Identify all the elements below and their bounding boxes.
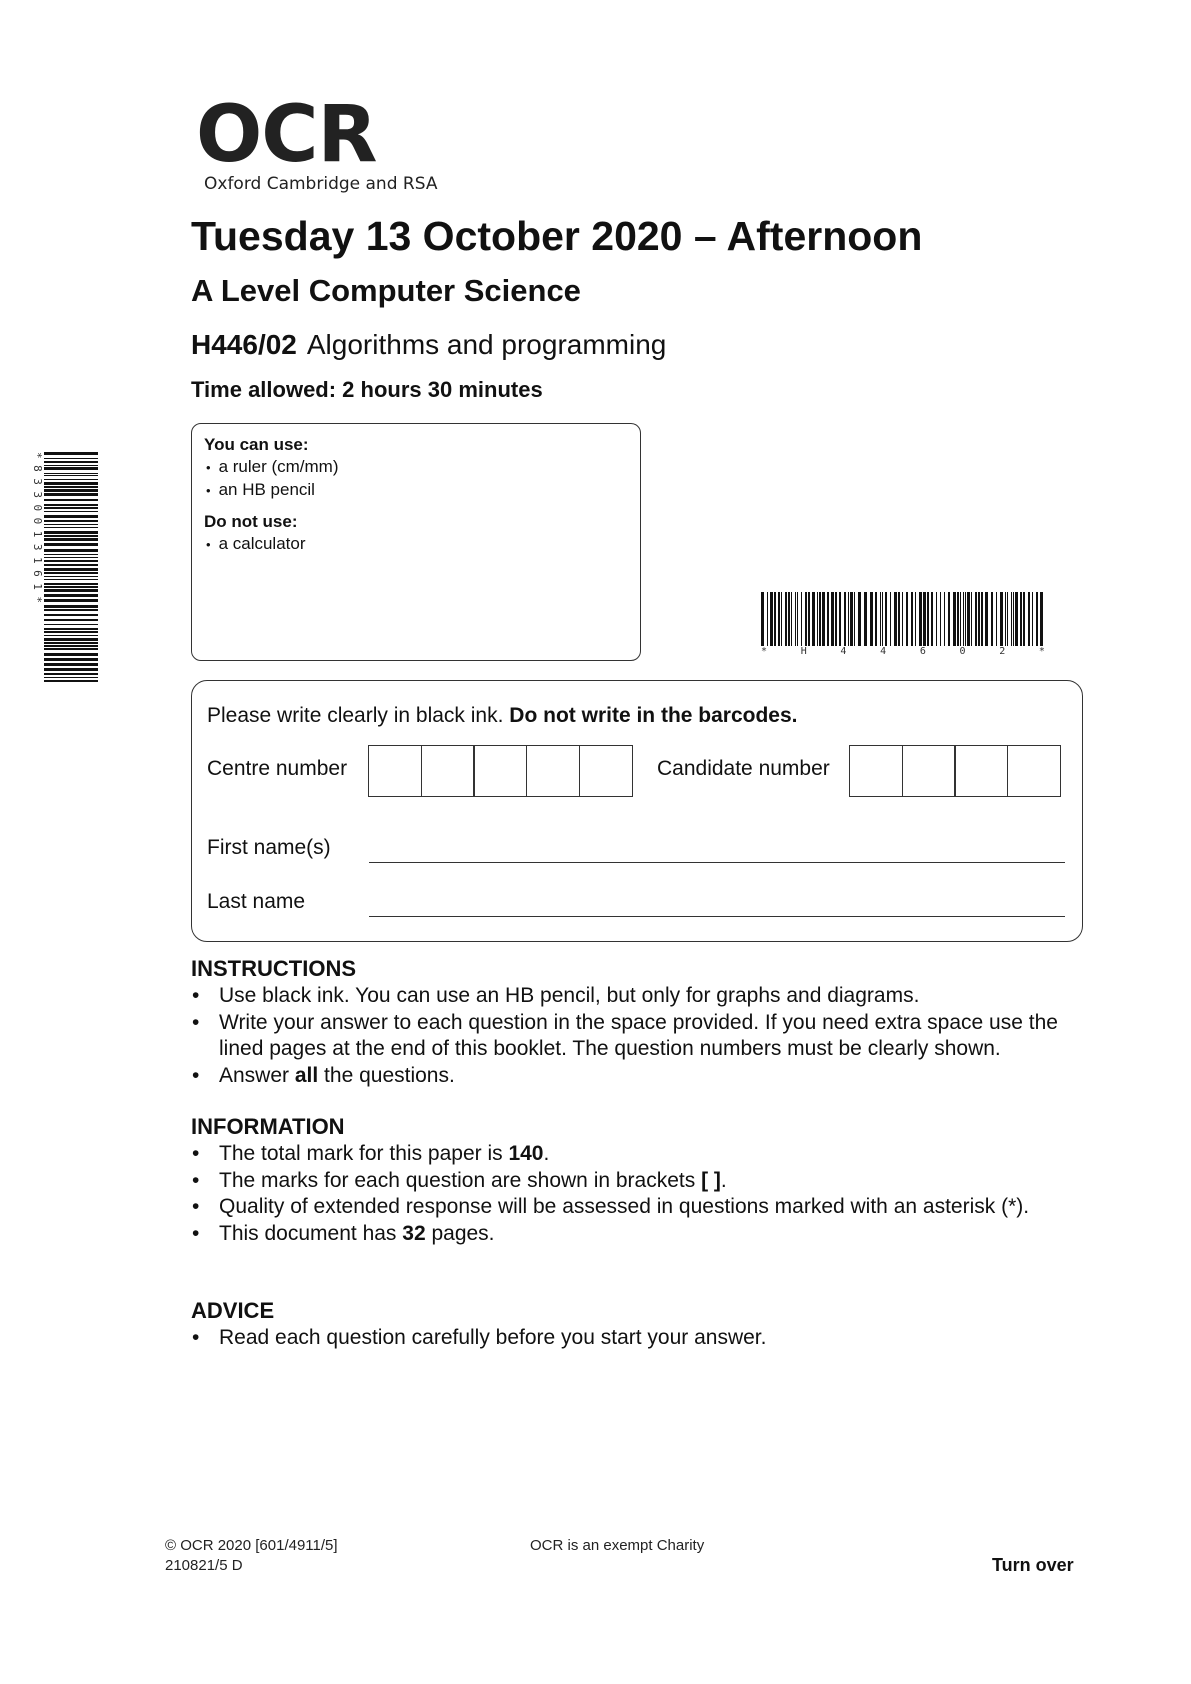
footer-reference: 210821/5 D <box>165 1557 243 1574</box>
barcode-bar <box>844 592 846 646</box>
barcode-bar <box>44 554 98 555</box>
barcode-character: 4 <box>840 646 847 657</box>
barcode-bar <box>44 628 98 630</box>
barcode-bar <box>44 511 98 512</box>
barcode-bar <box>44 465 98 466</box>
barcode-bar <box>967 592 970 646</box>
list-item: • This document has 32 pages. <box>191 1221 1091 1248</box>
barcode-bar <box>44 635 98 636</box>
barcode-bar <box>767 592 768 646</box>
barcode-bar <box>805 592 807 646</box>
barcode-bar <box>894 592 897 646</box>
barcode-bar <box>44 673 98 675</box>
barcode-bar <box>1036 592 1038 646</box>
barcode-bar <box>1015 592 1018 646</box>
barcode-character: 6 <box>919 646 926 657</box>
barcode-bar <box>819 592 821 646</box>
side-barcode-text: *8330013161* <box>31 452 44 610</box>
last-name-label: Last name <box>207 890 306 913</box>
barcode-bar <box>44 493 98 496</box>
footer-copyright: © OCR 2020 [601/4911/5] <box>165 1537 338 1554</box>
main-barcode <box>761 592 1045 646</box>
paper-title: Algorithms and programming <box>306 329 667 360</box>
barcode-bar <box>44 473 98 474</box>
barcode-bar <box>44 507 98 509</box>
barcode-bar <box>770 592 773 646</box>
can-use-item: • an HB pencil <box>204 479 628 502</box>
barcode-bar <box>978 592 980 646</box>
barcode-bar <box>44 515 98 518</box>
barcode-bar <box>44 531 98 534</box>
advice-list <box>191 1325 1091 1352</box>
barcode-bar <box>801 592 802 646</box>
barcode-bar <box>839 592 841 646</box>
centre-number-digit-box[interactable] <box>368 745 422 797</box>
barcode-bar <box>858 592 861 646</box>
barcode-bar <box>44 589 98 592</box>
centre-number-digit-box[interactable] <box>579 745 633 797</box>
ocr-logo-subtitle: Oxford Cambridge and RSA <box>204 174 438 194</box>
list-item: • Read each question carefully before you start your answer. <box>191 1325 1091 1352</box>
centre-number-boxes <box>369 745 633 797</box>
barcode-bar <box>919 592 922 646</box>
barcode-bar <box>963 592 964 646</box>
barcode-bar <box>827 592 829 646</box>
can-use-item: • a ruler (cm/mm) <box>204 456 628 479</box>
barcode-bar <box>965 592 966 646</box>
barcode-bar <box>44 527 98 528</box>
do-not-use-item: • a calculator <box>204 533 628 556</box>
barcode-bar <box>44 461 98 463</box>
barcode-bar <box>44 658 98 661</box>
list-item: • Answer all the questions. <box>191 1063 1091 1090</box>
barcode-bar <box>44 653 98 656</box>
list-item: • Quality of extended response will be assessed in questions marked with an asterisk (*). <box>191 1194 1091 1221</box>
barcode-bar <box>882 592 883 646</box>
barcode-bar <box>957 592 959 646</box>
footer-charity: OCR is an exempt Charity <box>530 1537 705 1554</box>
barcode-bar <box>936 592 937 646</box>
barcode-bar <box>817 592 818 646</box>
barcode-bar <box>44 467 98 470</box>
details-instruction-bold: Do not write in the barcodes. <box>509 704 798 727</box>
time-allowed: Time allowed: 2 hours 30 minutes <box>191 377 543 402</box>
barcode-bar <box>44 524 98 525</box>
barcode-bar <box>1005 592 1006 646</box>
barcode-bar <box>788 592 790 646</box>
centre-number-digit-box[interactable] <box>421 745 475 797</box>
barcode-bar <box>1023 592 1025 646</box>
barcode-bar <box>864 592 867 646</box>
details-instruction <box>207 704 798 728</box>
barcode-bar <box>774 592 776 646</box>
main-barcode-text <box>761 646 1045 657</box>
first-name-field[interactable] <box>369 862 1065 863</box>
barcode-bar <box>778 592 780 646</box>
barcode-bar <box>890 592 891 646</box>
exam-date-session: Tuesday 13 October 2020 – Afternoon <box>191 213 923 259</box>
materials-box <box>191 423 641 661</box>
barcode-bar <box>44 576 98 577</box>
candidate-number-label: Candidate number <box>657 757 830 780</box>
barcode-bar <box>953 592 956 646</box>
barcode-bar <box>880 592 881 646</box>
barcode-bar <box>44 594 98 597</box>
barcode-bar <box>898 592 900 646</box>
barcode-bar <box>971 592 972 646</box>
side-barcode <box>44 452 98 682</box>
barcode-bar <box>44 642 98 644</box>
barcode-bar <box>812 592 815 646</box>
barcode-bar <box>981 592 983 646</box>
exam-code: H446/02 <box>191 329 297 360</box>
barcode-bar <box>44 475 98 476</box>
barcode-bar <box>44 486 98 488</box>
barcode-bar <box>44 560 98 562</box>
list-item: • The total mark for this paper is 140. <box>191 1141 1091 1168</box>
advice-heading: ADVICE <box>191 1298 275 1323</box>
barcode-bar <box>44 605 98 608</box>
candidate-number-digit-box[interactable] <box>954 745 1008 797</box>
barcode-character: * <box>761 646 768 657</box>
barcode-bar <box>1000 592 1003 646</box>
details-instruction-text: Please write clearly in black ink. <box>207 704 510 727</box>
barcode-bar <box>44 583 98 585</box>
barcode-bar <box>1032 592 1033 646</box>
barcode-bar <box>44 668 98 671</box>
barcode-bar <box>44 543 98 546</box>
instructions-heading: INSTRUCTIONS <box>191 956 356 981</box>
barcode-bar <box>44 572 98 574</box>
barcode-bar <box>761 592 764 646</box>
barcode-bar <box>960 592 961 646</box>
instructions-list <box>191 983 1091 1089</box>
barcode-bar <box>44 586 98 588</box>
barcode-bar <box>44 557 98 558</box>
barcode-bar <box>44 538 98 541</box>
barcode-bar <box>44 638 98 641</box>
barcode-bar <box>902 592 903 646</box>
barcode-bar <box>44 609 98 611</box>
barcode-bar <box>850 592 853 646</box>
list-item: • The marks for each question are shown in brackets [ ]. <box>191 1168 1091 1195</box>
barcode-bar <box>44 645 98 647</box>
list-item: • Write your answer to each question in the space provided. If you need extra space use the lined pages at the end of this booklet. The question numbers must be clearly shown. <box>191 1010 1091 1063</box>
turn-over-label: Turn over <box>992 1555 1074 1575</box>
barcode-bar <box>44 619 98 621</box>
barcode-bar <box>44 564 98 566</box>
barcode-bar <box>927 592 929 646</box>
barcode-bar <box>906 592 908 646</box>
barcode-bar <box>1020 592 1022 646</box>
barcode-bar <box>785 592 787 646</box>
barcode-bar <box>781 592 782 646</box>
centre-number-digit-box[interactable] <box>473 745 527 797</box>
centre-number-digit-box[interactable] <box>526 745 580 797</box>
barcode-bar <box>948 592 950 646</box>
barcode-character: 4 <box>880 646 887 657</box>
barcode-bar <box>885 592 887 646</box>
barcode-bar <box>1028 592 1030 646</box>
barcode-bar <box>44 631 98 633</box>
barcode-bar <box>44 599 98 602</box>
barcode-bar <box>44 535 98 537</box>
barcode-bar <box>835 592 837 646</box>
ocr-logo: OCR <box>196 90 377 180</box>
barcode-character: 0 <box>959 646 966 657</box>
candidate-number-digit-box[interactable] <box>902 745 956 797</box>
barcode-bar <box>1040 592 1043 646</box>
candidate-number-digit-box[interactable] <box>1007 745 1061 797</box>
barcode-character: 2 <box>999 646 1006 657</box>
candidate-number-boxes <box>850 745 1061 797</box>
barcode-bar <box>940 592 941 646</box>
barcode-bar <box>44 452 98 455</box>
barcode-bar <box>44 579 98 580</box>
first-name-label: First name(s) <box>207 836 331 859</box>
barcode-bar <box>923 592 926 646</box>
barcode-bar <box>44 458 98 459</box>
barcode-bar <box>870 592 873 646</box>
barcode-bar <box>44 489 98 492</box>
barcode-bar <box>797 592 798 646</box>
barcode-bar <box>915 592 916 646</box>
barcode-bar <box>44 663 98 666</box>
barcode-character: H <box>800 646 807 657</box>
barcode-bar <box>848 592 849 646</box>
barcode-bar <box>911 592 913 646</box>
information-list <box>191 1141 1091 1247</box>
can-use-heading: You can use: <box>204 435 309 454</box>
barcode-bar <box>822 592 825 646</box>
barcode-bar <box>44 499 98 501</box>
barcode-bar <box>985 592 988 646</box>
candidate-number-digit-box[interactable] <box>849 745 903 797</box>
barcode-bar <box>44 568 98 571</box>
barcode-bar <box>44 648 98 650</box>
information-heading: INFORMATION <box>191 1114 345 1139</box>
barcode-bar <box>1011 592 1012 646</box>
barcode-bar <box>795 592 796 646</box>
barcode-bar <box>854 592 855 646</box>
centre-number-label: Centre number <box>207 757 348 780</box>
barcode-bar <box>1013 592 1014 646</box>
barcode-character: * <box>1038 646 1045 657</box>
barcode-bar <box>875 592 877 646</box>
do-not-use-heading: Do not use: <box>204 512 298 531</box>
list-item: • Use black ink. You can use an HB pencil, but only for graphs and diagrams. <box>191 983 1091 1010</box>
barcode-bar <box>791 592 792 646</box>
barcode-bar <box>931 592 933 646</box>
barcode-bar <box>944 592 945 646</box>
barcode-bar <box>44 549 98 552</box>
barcode-bar <box>44 504 98 506</box>
exam-subject: A Level Computer Science <box>191 273 581 308</box>
barcode-bar <box>996 592 997 646</box>
barcode-bar <box>44 482 98 485</box>
barcode-bar <box>44 479 98 480</box>
barcode-bar <box>975 592 977 646</box>
last-name-field[interactable] <box>369 916 1065 917</box>
barcode-bar <box>44 624 98 625</box>
barcode-bar <box>44 614 98 616</box>
barcode-bar <box>44 520 98 522</box>
barcode-bar <box>991 592 993 646</box>
barcode-bar <box>808 592 810 646</box>
barcode-bar <box>44 680 98 682</box>
exam-code-line <box>191 329 666 361</box>
barcode-bar <box>831 592 834 646</box>
barcode-bar <box>44 677 98 678</box>
barcode-bar <box>1007 592 1008 646</box>
